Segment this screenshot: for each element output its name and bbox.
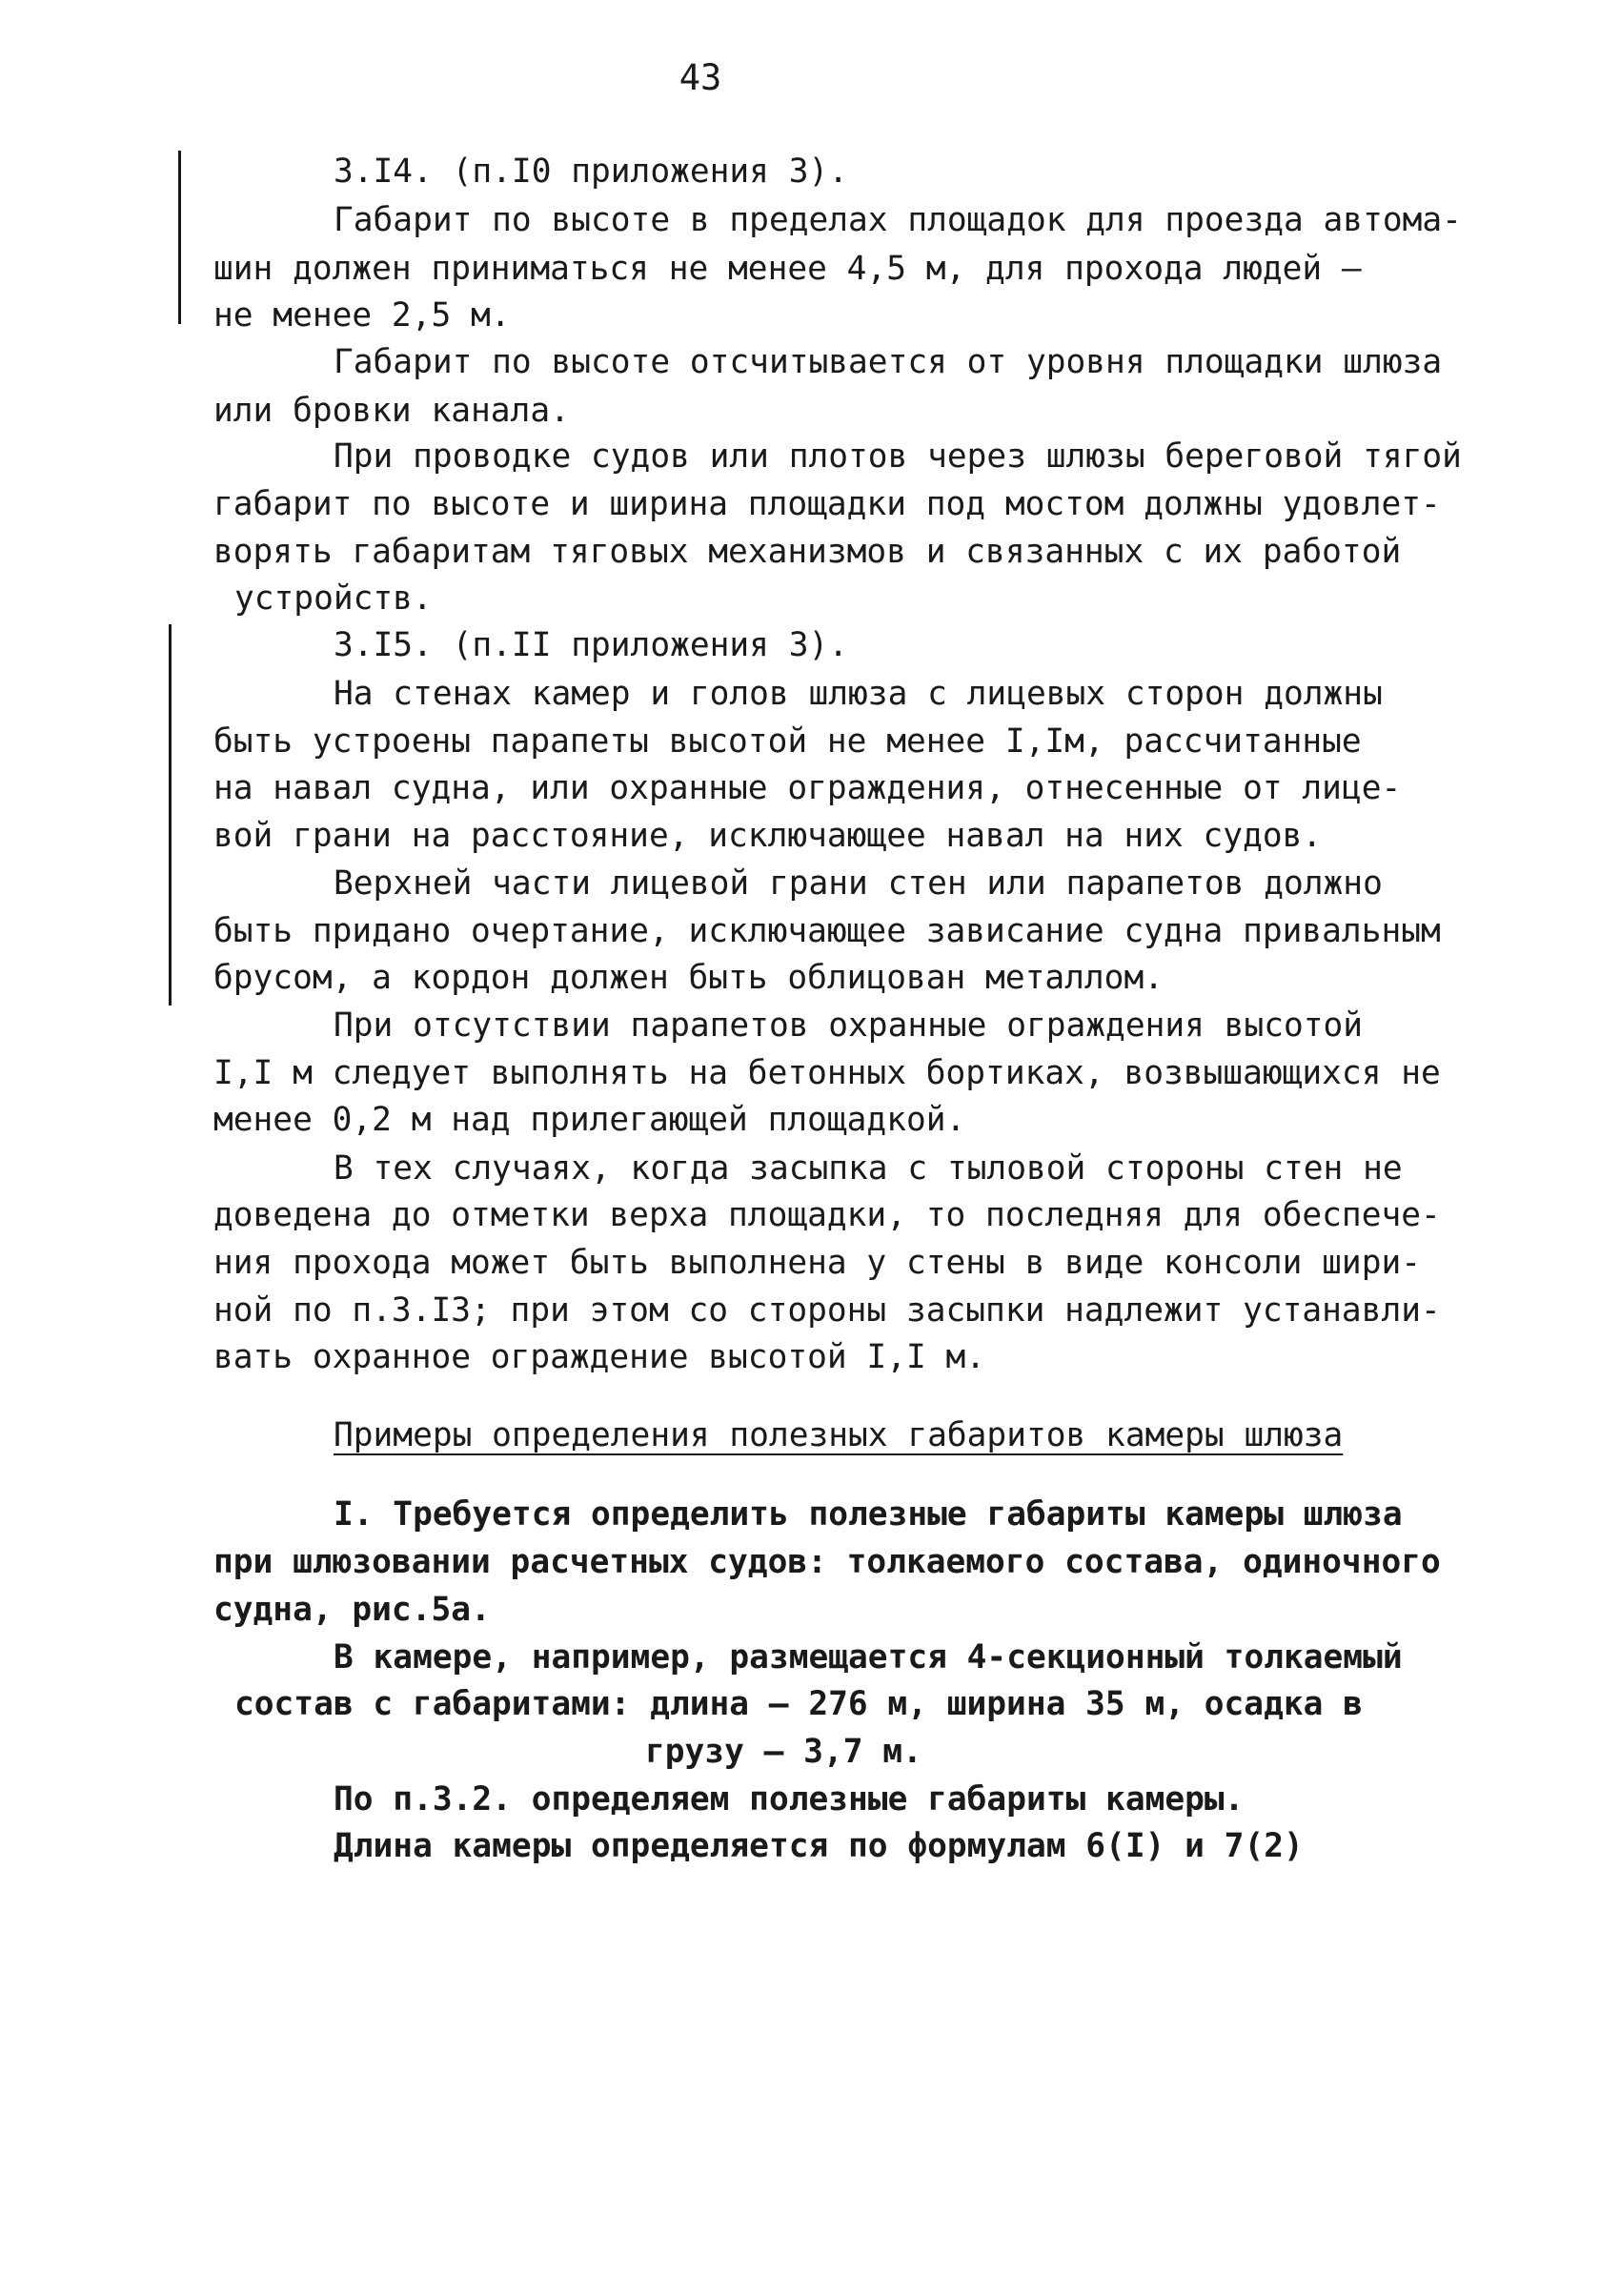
text-line: шин должен приниматься не менее 4,5 м, для прохода людей –	[213, 250, 1362, 288]
text-line: судна, рис.5а.	[213, 1591, 491, 1629]
text-line: Габарит по высоте отсчитывается от уровня площадки шлюза	[334, 343, 1443, 381]
text-line: устройств.	[234, 579, 433, 618]
text-line: По п.3.2. определяем полезные габариты камеры.	[334, 1780, 1245, 1819]
text-line: 3.I4. (п.I0 приложения 3).	[334, 152, 849, 191]
text-line: В тех случаях, когда засыпка с тыловой стороны стен не	[334, 1149, 1403, 1188]
text-line: ной по п.3.I3; при этом со стороны засыпки надлежит устанавли-	[213, 1291, 1441, 1330]
text-line: или бровки канала.	[213, 392, 570, 430]
text-line: ния прохода может быть выполнена у стены в виде консоли шири-	[213, 1244, 1422, 1282]
text-line: не менее 2,5 м.	[213, 296, 511, 335]
text-line: габарит по высоте и ширина площадки под мостом должны удовлет-	[213, 485, 1441, 523]
text-line: вать охранное ограждение высотой I,I м.	[213, 1338, 986, 1376]
text-line: быть придано очертание, исключающее зависание судна привальным	[213, 912, 1441, 950]
text-line: ворять габаритам тяговых механизмов и связанных с их работой	[213, 533, 1402, 571]
text-line: брусом, а кордон должен быть облицован металлом.	[213, 959, 1164, 997]
text-line: на навал судна, или охранные ограждения, отнесенные от лице-	[213, 769, 1402, 807]
text-line: доведена до отметки верха площадки, то последняя для обеспече-	[213, 1196, 1441, 1234]
text-line: состав с габаритами: длина – 276 м, ширина 35 м, осадка в	[234, 1685, 1363, 1723]
text-line: I. Требуется определить полезные габариты камеры шлюза	[334, 1495, 1403, 1534]
text-line: Габарит по высоте в пределах площадок для проезда автома-	[334, 201, 1462, 239]
text-line: Верхней части лицевой грани стен или парапетов должно	[334, 864, 1383, 903]
revision-bar-1	[178, 151, 181, 324]
text-line: 3.I5. (п.II приложения 3).	[334, 626, 849, 664]
text-line: При отсутствии парапетов охранные ограждения высотой	[334, 1006, 1364, 1045]
text-line: менее 0,2 м над прилегающей площадкой.	[213, 1101, 966, 1139]
page-number: 43	[678, 57, 722, 98]
text-line: В камере, например, размещается 4-секционный толкаемый	[334, 1638, 1403, 1676]
section-heading: Примеры определения полезных габаритов камеры шлюза	[334, 1416, 1344, 1454]
text-line: вой грани на расстояние, исключающее навал на них судов.	[213, 817, 1323, 855]
text-line: грузу – 3,7 м.	[645, 1733, 922, 1771]
text-line: На стенах камер и голов шлюза с лицевых сторон должны	[334, 675, 1383, 713]
text-line: при шлюзовании расчетных судов: толкаемого состава, одиночного	[213, 1543, 1441, 1581]
text-line: При проводке судов или плотов через шлюзы береговой тягой	[334, 437, 1462, 476]
text-line: Длина камеры определяется по формулам 6(I) и 7(2)	[334, 1827, 1304, 1865]
text-line: быть устроены парапеты высотой не менее I,Iм, рассчитанные	[213, 722, 1362, 761]
revision-bar-2	[169, 624, 172, 1006]
text-line: I,I м следует выполнять на бетонных бортиках, возвышающихся не	[213, 1054, 1441, 1092]
